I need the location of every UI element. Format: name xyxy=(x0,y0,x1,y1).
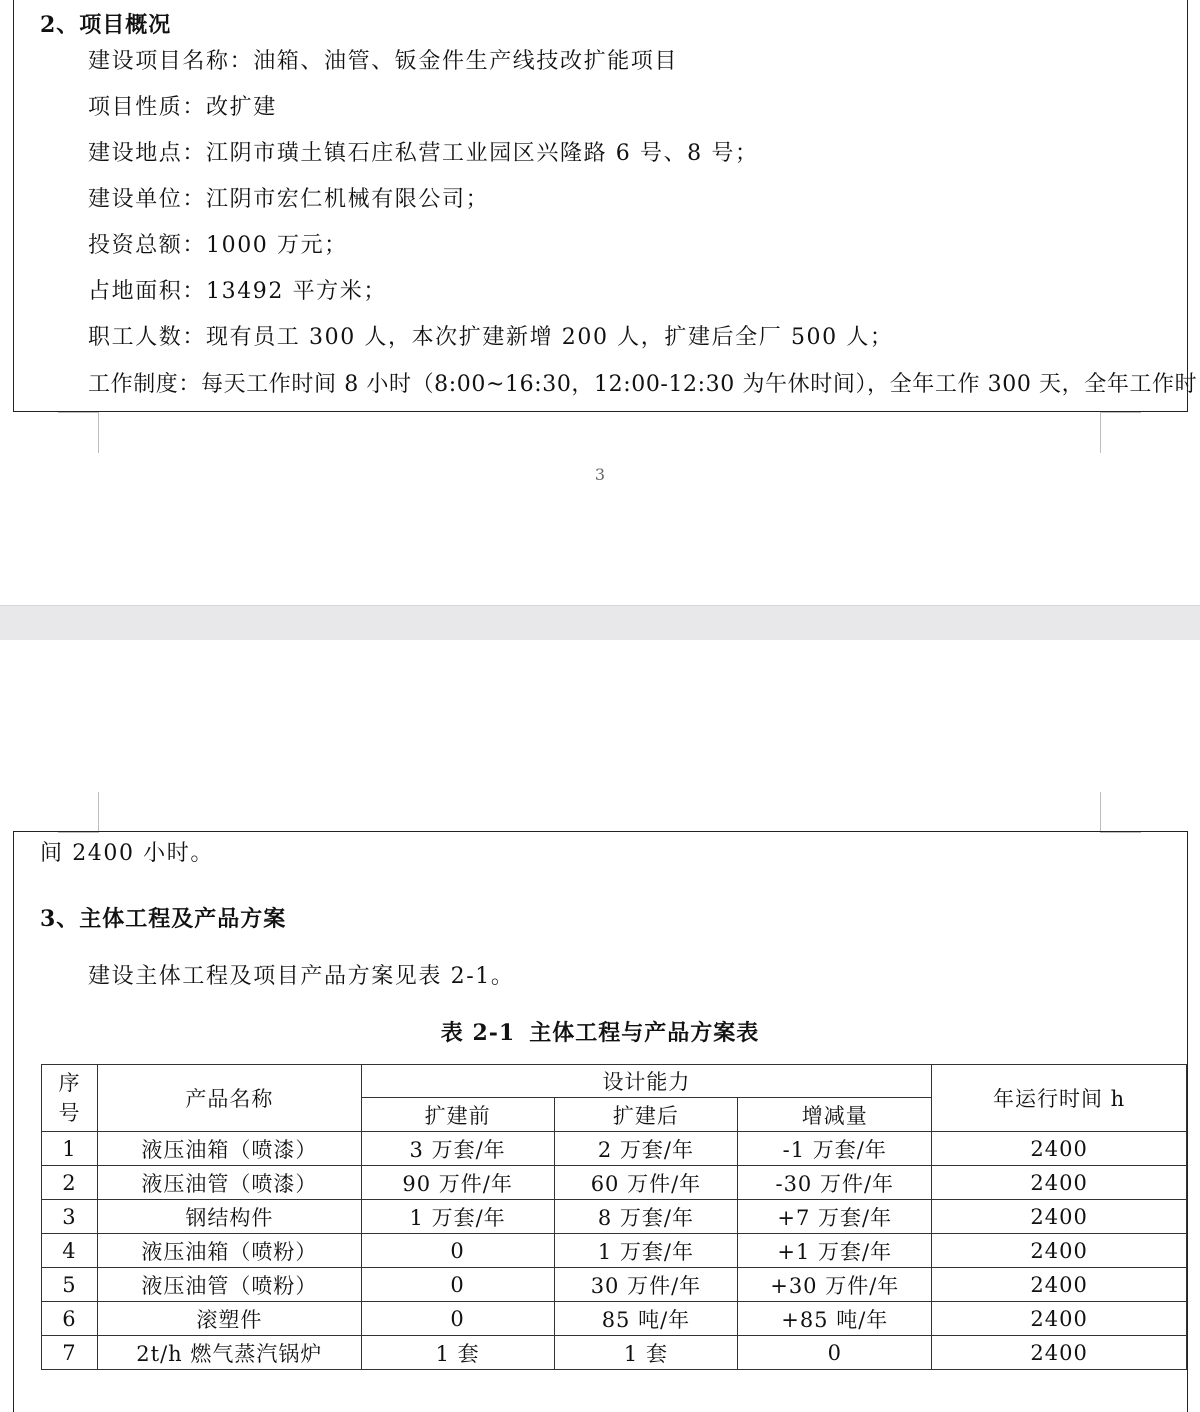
cell-after: 60 万件/年 xyxy=(554,1166,738,1200)
cell-product-name: 液压油箱（喷漆） xyxy=(97,1132,361,1166)
cell-hours: 2400 xyxy=(932,1336,1187,1370)
table-caption-title: 主体工程与产品方案表 xyxy=(529,1020,760,1046)
cell-before: 0 xyxy=(361,1234,554,1268)
header-before-expansion: 扩建前 xyxy=(361,1098,554,1132)
header-seq-line2: 号 xyxy=(58,1101,81,1125)
header-design-capacity: 设计能力 xyxy=(361,1065,931,1098)
table-header-row xyxy=(42,1065,1187,1098)
header-seq-line1: 序 xyxy=(58,1071,81,1095)
header-seq xyxy=(42,1065,98,1132)
cell-after: 1 套 xyxy=(554,1336,738,1370)
cell-after: 2 万套/年 xyxy=(554,1132,738,1166)
cell-after: 1 万套/年 xyxy=(554,1234,738,1268)
cell-no: 4 xyxy=(42,1234,98,1268)
cell-product-name: 液压油箱（喷粉） xyxy=(97,1234,361,1268)
cell-hours: 2400 xyxy=(932,1166,1187,1200)
cell-change: -1 万套/年 xyxy=(738,1132,932,1166)
cell-product-name: 液压油管（喷漆） xyxy=(97,1166,361,1200)
cell-no: 2 xyxy=(42,1166,98,1200)
cell-no: 1 xyxy=(42,1132,98,1166)
cell-before: 90 万件/年 xyxy=(361,1166,554,1200)
header-annual-hours: 年运行时间 h xyxy=(932,1065,1187,1132)
cell-hours: 2400 xyxy=(932,1132,1187,1166)
cell-hours: 2400 xyxy=(932,1200,1187,1234)
table-caption xyxy=(0,1016,1200,1047)
cell-no: 6 xyxy=(42,1302,98,1336)
cell-product-name: 钢结构件 xyxy=(97,1200,361,1234)
project-nature-line: 项目性质：改扩建 xyxy=(88,95,277,120)
cell-before: 3 万套/年 xyxy=(361,1132,554,1166)
cell-product-name: 2t/h 燃气蒸汽锅炉 xyxy=(97,1336,361,1370)
cell-after: 8 万套/年 xyxy=(554,1200,738,1234)
section-heading-main-works: 3、主体工程及产品方案 xyxy=(40,906,287,932)
cell-after: 30 万件/年 xyxy=(554,1268,738,1302)
cell-change: +7 万套/年 xyxy=(738,1200,932,1234)
land-area-line: 占地面积：13492 平方米； xyxy=(88,279,387,304)
cell-hours: 2400 xyxy=(932,1302,1187,1336)
page-number: 3 xyxy=(594,465,606,484)
staff-count-line: 职工人数：现有员工 300 人，本次扩建新增 200 人，扩建后全厂 500 人； xyxy=(88,325,894,350)
cell-change: +85 吨/年 xyxy=(738,1302,932,1336)
cell-before: 1 万套/年 xyxy=(361,1200,554,1234)
table-row xyxy=(42,1166,1187,1200)
table-row xyxy=(42,1336,1187,1370)
cell-product-name: 液压油管（喷粉） xyxy=(97,1268,361,1302)
table-row xyxy=(42,1302,1187,1336)
cell-change: +30 万件/年 xyxy=(738,1268,932,1302)
page-gap xyxy=(0,605,1200,641)
cell-change: -30 万件/年 xyxy=(738,1166,932,1200)
margin-corner-marker xyxy=(1100,412,1141,453)
table-row xyxy=(42,1234,1187,1268)
cell-change: +1 万套/年 xyxy=(738,1234,932,1268)
table-row xyxy=(42,1268,1187,1302)
table-intro-line: 建设主体工程及项目产品方案见表 2-1。 xyxy=(88,964,515,989)
section-heading-project-overview: 2、项目概况 xyxy=(40,12,172,38)
cell-no: 7 xyxy=(42,1336,98,1370)
cell-before: 0 xyxy=(361,1268,554,1302)
cell-before: 1 套 xyxy=(361,1336,554,1370)
header-product-name: 产品名称 xyxy=(97,1065,361,1132)
cell-hours: 2400 xyxy=(932,1234,1187,1268)
product-plan-table xyxy=(41,1064,1187,1370)
cell-no: 5 xyxy=(42,1268,98,1302)
project-owner-line: 建设单位：江阴市宏仁机械有限公司； xyxy=(88,187,490,212)
margin-corner-marker xyxy=(58,412,99,453)
document-page-3 xyxy=(0,0,1200,605)
cell-before: 0 xyxy=(361,1302,554,1336)
document-page-4 xyxy=(0,640,1200,1393)
cell-product-name: 滚塑件 xyxy=(97,1302,361,1336)
project-location-line: 建设地点：江阴市璜土镇石庄私营工业园区兴隆路 6 号、8 号； xyxy=(88,141,759,166)
work-schedule-line: 工作制度：每天工作时间 8 小时（8:00~16:30，12:00-12:30 为午休时间），全年工作 300 天，全年工作时 xyxy=(88,372,1198,397)
cell-hours: 2400 xyxy=(932,1268,1187,1302)
table-row xyxy=(42,1200,1187,1234)
margin-corner-marker xyxy=(58,792,99,833)
investment-line: 投资总额：1000 万元； xyxy=(88,233,348,258)
margin-corner-marker xyxy=(1100,792,1141,833)
cell-no: 3 xyxy=(42,1200,98,1234)
cell-change: 0 xyxy=(738,1336,932,1370)
header-after-expansion: 扩建后 xyxy=(554,1098,738,1132)
cell-after: 85 吨/年 xyxy=(554,1302,738,1336)
table-caption-number: 表 2-1 xyxy=(440,1020,516,1046)
header-change: 增减量 xyxy=(738,1098,932,1132)
table-row xyxy=(42,1132,1187,1166)
project-name-line: 建设项目名称：油箱、油管、钣金件生产线技改扩能项目 xyxy=(88,49,679,74)
work-schedule-continuation: 间 2400 小时。 xyxy=(40,841,214,866)
